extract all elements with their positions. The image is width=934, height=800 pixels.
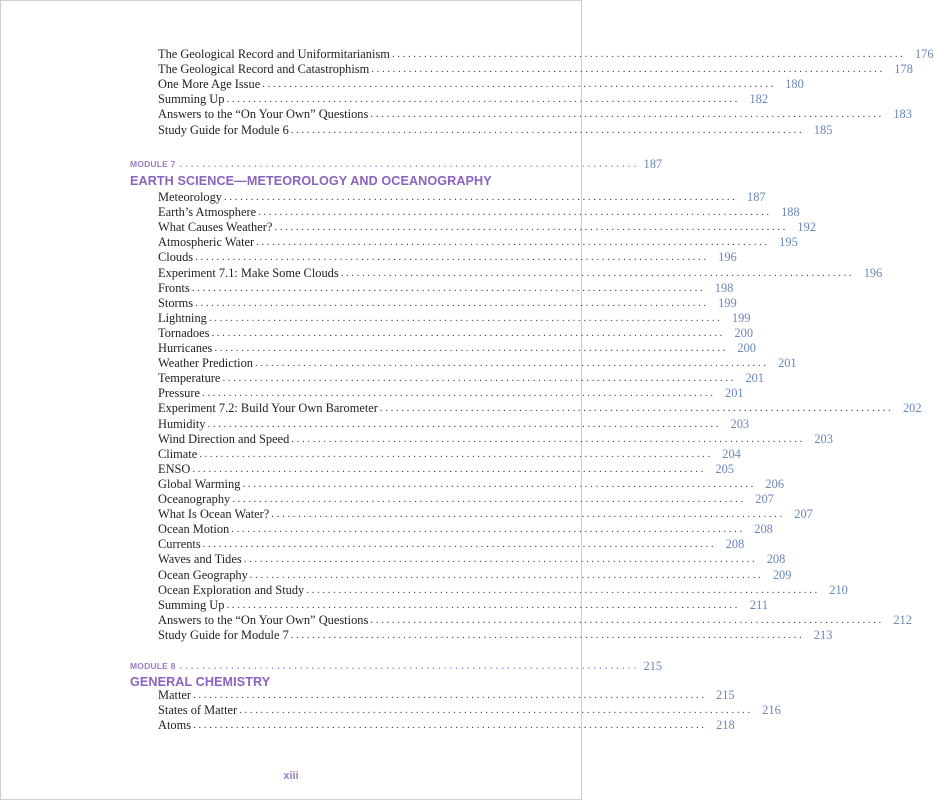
entry-page: 206 xyxy=(765,476,785,491)
entry-page: 196 xyxy=(863,265,883,280)
entry-page: 210 xyxy=(829,582,848,597)
entry-page: 201 xyxy=(745,371,765,386)
toc-entry[interactable] xyxy=(158,205,800,220)
leader-dots: ................................................................................................ xyxy=(306,583,820,596)
toc-entry[interactable] xyxy=(158,341,756,356)
leader-dots: ................................................................................................ xyxy=(211,326,726,339)
entry-page: 211 xyxy=(749,597,769,612)
entry-title: Climate xyxy=(158,446,198,461)
toc-entry[interactable] xyxy=(158,688,735,703)
leader-dots: ................................................................................................ xyxy=(231,523,745,536)
toc-entry[interactable] xyxy=(158,371,765,386)
entry-page: 212 xyxy=(893,612,912,627)
entry-page: 199 xyxy=(731,310,751,325)
leader-dots: ................................................................................................ xyxy=(199,447,713,460)
module-8-header[interactable] xyxy=(130,659,663,673)
toc-entry[interactable] xyxy=(158,431,833,447)
entry-title: Study Guide for Module 7 xyxy=(158,627,289,642)
leader-dots: ................................................................................................ xyxy=(193,689,707,701)
module-7-label: MODULE 7 xyxy=(130,159,176,169)
leader-dots: ................................................................................................ xyxy=(291,432,805,445)
entry-title: Global Warming xyxy=(158,476,241,491)
leader-dots: ................................................................................................ xyxy=(224,191,738,203)
toc-entry[interactable] xyxy=(158,122,833,138)
toc-entry[interactable] xyxy=(158,492,774,507)
toc-entry[interactable] xyxy=(158,401,922,416)
leader-dots: ................................................................................ xyxy=(179,661,640,671)
leader-dots: ................................................................................................ xyxy=(195,251,709,264)
leader-dots: ................................................................................................ xyxy=(191,281,706,294)
entry-page: 201 xyxy=(725,386,744,401)
toc-entry[interactable] xyxy=(158,107,912,122)
leader-dots: ................................................................................ xyxy=(179,159,640,169)
module-8-page: 215 xyxy=(643,659,663,673)
entry-page: 209 xyxy=(772,567,792,582)
toc-entry[interactable] xyxy=(158,235,798,250)
entry-page: 188 xyxy=(781,205,800,220)
toc-entry[interactable] xyxy=(158,92,769,107)
leader-dots: ................................................................................................ xyxy=(239,704,753,717)
toc-entry[interactable] xyxy=(158,386,744,401)
leader-dots: ................................................................................................ xyxy=(262,78,776,91)
toc-entry[interactable] xyxy=(158,265,883,281)
entry-title: Ocean Motion xyxy=(158,522,230,537)
entry-page: 218 xyxy=(716,718,735,733)
toc-entry[interactable] xyxy=(158,552,786,567)
entry-page: 180 xyxy=(785,77,804,92)
toc-entry[interactable] xyxy=(158,62,913,77)
toc-entry[interactable] xyxy=(158,250,737,265)
entry-title: Hurricanes xyxy=(158,341,213,355)
toc-entry[interactable] xyxy=(158,537,745,552)
entry-title: Experiment 7.1: Make Some Clouds xyxy=(158,265,339,280)
entry-title: Answers to the “On Your Own” Questions xyxy=(158,107,369,122)
entry-page: 198 xyxy=(714,280,734,295)
entry-page: 200 xyxy=(734,325,754,340)
entry-title: Atoms xyxy=(158,718,192,733)
entry-title: Summing Up xyxy=(158,92,225,107)
entry-title: What Is Ocean Water? xyxy=(158,507,270,522)
entry-title: Ocean Exploration and Study xyxy=(158,582,305,597)
entry-page: 208 xyxy=(754,522,773,537)
leader-dots: ................................................................................................ xyxy=(195,296,709,309)
entry-title: Waves and Tides xyxy=(158,552,242,567)
toc-entry[interactable] xyxy=(158,718,735,733)
leader-dots: ................................................................................................ xyxy=(208,311,723,324)
leader-dots: ................................................................................................ xyxy=(370,613,884,626)
toc-entry[interactable] xyxy=(158,507,813,522)
leader-dots: ................................................................................................ xyxy=(201,387,716,400)
entry-page: 213 xyxy=(813,627,833,642)
entry-page: 176 xyxy=(914,47,934,61)
entry-title: Answers to the “On Your Own” Questions xyxy=(158,612,369,627)
entry-title: Study Guide for Module 6 xyxy=(158,122,289,137)
entry-title: Storms xyxy=(158,295,194,310)
toc-entry[interactable] xyxy=(158,582,848,598)
leader-dots: ................................................................................................ xyxy=(232,493,746,505)
entry-title: Experiment 7.2: Build Your Own Barometer xyxy=(158,401,378,416)
entry-page: 207 xyxy=(755,492,774,506)
entry-page: 203 xyxy=(730,416,750,431)
entry-title: Tornadoes xyxy=(158,325,210,340)
toc-entry[interactable] xyxy=(158,461,734,477)
leader-dots: ................................................................................................ xyxy=(256,236,770,249)
entry-title: Lightning xyxy=(158,310,207,325)
entry-page: 196 xyxy=(718,250,737,265)
entry-page: 183 xyxy=(893,107,912,122)
module-7-title: EARTH SCIENCE—METEOROLOGY AND OCEANOGRAPHY xyxy=(130,174,492,188)
leader-dots: ................................................................................................ xyxy=(340,266,855,279)
entry-title: Fronts xyxy=(158,280,190,295)
entry-title: Temperature xyxy=(158,371,221,386)
entry-page: 178 xyxy=(894,62,913,77)
entry-page: 208 xyxy=(766,552,786,567)
entry-page: 195 xyxy=(779,235,798,250)
entry-title: States of Matter xyxy=(158,703,238,718)
leader-dots: ................................................................................................ xyxy=(255,357,769,370)
entry-page: 202 xyxy=(902,401,922,416)
leader-dots: ................................................................................................ xyxy=(370,108,884,121)
entry-page: 201 xyxy=(778,356,797,371)
entry-title: Clouds xyxy=(158,250,194,265)
entry-title: Humidity xyxy=(158,416,206,431)
toc-entry[interactable] xyxy=(158,280,734,296)
leader-dots: ................................................................................................ xyxy=(222,372,737,385)
toc-entry[interactable] xyxy=(158,612,912,628)
toc-entry[interactable] xyxy=(158,567,792,583)
toc-entry[interactable] xyxy=(158,703,781,718)
toc-entry[interactable] xyxy=(158,220,816,235)
entry-title: The Geological Record and Catastrophism xyxy=(158,62,370,77)
leader-dots: ................................................................................................ xyxy=(274,221,788,234)
module-8-title: GENERAL CHEMISTRY xyxy=(130,675,271,689)
toc-entry[interactable] xyxy=(158,597,769,613)
leader-dots: ................................................................................................ xyxy=(226,598,741,611)
entry-title: Matter xyxy=(158,688,192,702)
toc-entry[interactable] xyxy=(158,295,737,311)
entry-title: Oceanography xyxy=(158,492,231,506)
toc-entry[interactable] xyxy=(158,310,751,326)
entry-title: The Geological Record and Uniformitarianism xyxy=(158,47,390,61)
entry-page: 200 xyxy=(737,341,756,355)
leader-dots: ................................................................................................ xyxy=(226,93,741,106)
leader-dots: ................................................................................................ xyxy=(258,206,772,219)
entry-title: Ocean Geography xyxy=(158,567,248,582)
toc-entry[interactable] xyxy=(158,476,785,492)
leader-dots: ................................................................................................ xyxy=(271,508,785,521)
toc-entry[interactable] xyxy=(158,627,833,643)
entry-page: 204 xyxy=(722,446,741,461)
entry-page: 203 xyxy=(814,431,833,446)
entry-page: 216 xyxy=(762,703,781,718)
entry-page: 207 xyxy=(794,507,813,522)
module-7-header[interactable] xyxy=(130,157,663,171)
entry-page: 205 xyxy=(715,461,734,476)
toc-entry[interactable] xyxy=(158,522,773,537)
toc-entry[interactable] xyxy=(158,356,797,371)
leader-dots: ................................................................................................ xyxy=(391,48,906,60)
leader-dots: ................................................................................................ xyxy=(192,462,706,475)
module-7-page: 187 xyxy=(643,157,663,171)
entry-title: What Causes Weather? xyxy=(158,220,273,235)
entry-page: 199 xyxy=(718,295,737,310)
entry-title: Currents xyxy=(158,537,201,552)
entry-page: 187 xyxy=(747,190,766,204)
entry-title: Pressure xyxy=(158,386,200,401)
toc-entry[interactable] xyxy=(158,77,804,92)
entry-page: 182 xyxy=(749,92,769,107)
leader-dots: ................................................................................................ xyxy=(371,63,885,76)
leader-dots: ................................................................................................ xyxy=(379,402,894,415)
entry-title: Weather Prediction xyxy=(158,356,253,371)
page-number: xiii xyxy=(283,770,299,782)
toc-entry[interactable] xyxy=(158,416,750,432)
leader-dots: ................................................................................................ xyxy=(193,719,707,732)
leader-dots: ................................................................................................ xyxy=(242,477,757,490)
toc-entry[interactable] xyxy=(158,47,934,62)
entry-title: Earth’s Atmosphere xyxy=(158,205,257,220)
toc-entry[interactable] xyxy=(158,446,741,462)
entry-page: 208 xyxy=(725,537,745,552)
module-8-label: MODULE 8 xyxy=(130,661,176,671)
entry-page: 185 xyxy=(813,122,833,137)
entry-title: ENSO xyxy=(158,461,191,476)
leader-dots: ................................................................................................ xyxy=(290,628,805,641)
leader-dots: ................................................................................................ xyxy=(202,538,717,551)
leader-dots: ................................................................................................ xyxy=(290,123,805,136)
leader-dots: ................................................................................................ xyxy=(214,342,728,354)
entry-title: Summing Up xyxy=(158,597,225,612)
entry-title: Meteorology xyxy=(158,190,223,204)
leader-dots: ................................................................................................ xyxy=(249,568,764,581)
entry-title: Atmospheric Water xyxy=(158,235,255,250)
entry-title: Wind Direction and Speed xyxy=(158,431,290,446)
entry-title: One More Age Issue xyxy=(158,77,261,92)
entry-page: 192 xyxy=(797,220,816,235)
leader-dots: ................................................................................................ xyxy=(207,417,722,430)
leader-dots: ................................................................................................ xyxy=(243,553,758,566)
toc-entry[interactable] xyxy=(158,190,766,205)
toc-entry[interactable] xyxy=(158,325,754,341)
entry-page: 215 xyxy=(716,688,735,702)
